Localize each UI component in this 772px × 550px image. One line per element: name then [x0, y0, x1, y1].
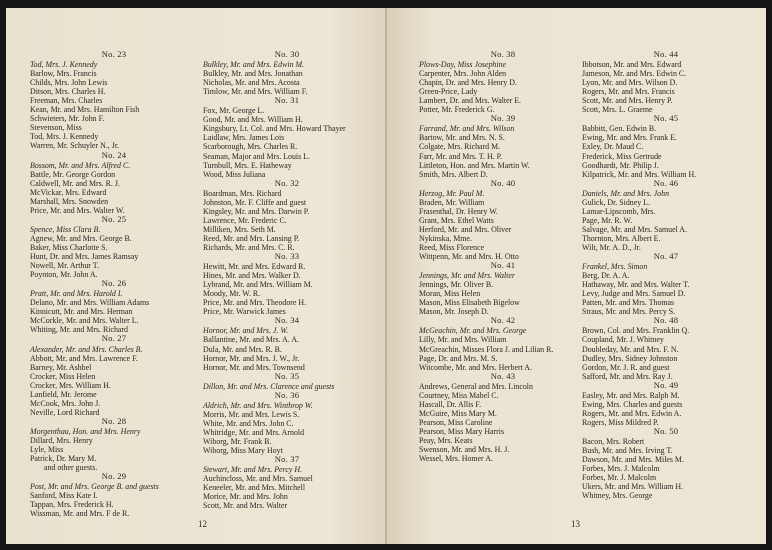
guest-name: Smith, Mrs. Albert D. [419, 169, 488, 179]
guest-name: Ewing, Mr. and Mrs. Frank E. [582, 133, 677, 143]
table-host: Plows-Day, Miss Josephine [419, 60, 507, 70]
guest-name: Patten, Mr. and Mrs. Thomas [582, 298, 675, 308]
guest-name: Nicholas, Mr. and Mrs. Acosta [203, 78, 300, 88]
table-host: Daniels, Mr. and Mrs. John [582, 188, 670, 198]
guest-name: Boardman, Mrs. Richard [203, 188, 282, 198]
guest-name: Morris, Mr. and Mrs. Lewis S. [203, 409, 300, 419]
guest-name: Lawrence, Mr. Frederic C. [203, 215, 287, 225]
guest-name: Wiborg, Miss Mary Hoyt [203, 446, 283, 456]
table-number: No. 47 [653, 251, 679, 262]
table-group [419, 316, 587, 371]
guest-name: Andrews, General and Mrs. Lincoln [419, 381, 533, 391]
table-group [203, 50, 371, 96]
guest-name: Stevenson, Miss [30, 123, 82, 133]
table-host: Bossom, Mr. and Mrs. Alfred C. [30, 160, 131, 170]
table-group [203, 372, 371, 391]
page-number-right: 13 [571, 519, 580, 529]
guest-name: Gulick, Dr. Sidney L. [582, 197, 650, 207]
guest-name: Kingsbury, Lt. Col. and Mrs. Howard Thayer [203, 124, 346, 134]
table-group [203, 179, 371, 252]
table-group [582, 316, 750, 380]
guest-name: Johnston, Mr. F. Cliffe and guest [203, 197, 307, 207]
guest-name: Dillard, Mrs. Henry [30, 435, 93, 445]
table-group [30, 417, 198, 472]
table-host: Farrand, Mr. and Mrs. Wilson [419, 124, 515, 134]
guest-name: Reed, Mr. and Mrs. Lansing P. [203, 233, 300, 243]
guest-name: Bartow, Mr. and Mrs. N. S. [419, 133, 505, 143]
table-group [582, 252, 750, 316]
guest-name: McGuire, Miss Mary M. [419, 408, 497, 418]
table-group [582, 50, 750, 114]
guest-name: Moody, Mr. W. R. [203, 289, 261, 299]
guest-name: Courtney, Miss Mabel C. [419, 390, 499, 400]
guest-name: Page, Mr. R. W. [582, 215, 633, 225]
guest-name: Wiborg, Mr. Frank B. [203, 436, 272, 446]
table-host: Pratt, Mr. and Mrs. Harold I. [30, 289, 123, 299]
guest-name: Goodhardt, Mr. Philip J. [582, 160, 659, 170]
guest-name: Dawson, Mr. and Mrs. Miles M. [582, 455, 684, 465]
guest-name: Hascall, Dr. Allis F. [419, 399, 482, 409]
guest-name: Grant, Mrs. Ethel Watts [419, 215, 494, 225]
table-group [30, 334, 198, 416]
table-number: No. 33 [274, 251, 300, 262]
right-page-column-1 [419, 50, 587, 463]
guest-name: Whiting, Mr. and Mrs. Richard [30, 325, 128, 335]
table-group [419, 114, 587, 178]
left-page-column-1 [30, 50, 198, 518]
guest-name: Ukers, Mr. and Mrs. William H. [582, 482, 684, 492]
guest-name: Page, Dr. and Mrs. M. S. [419, 353, 498, 363]
guest-name: Battle, Mr. George Gordon [30, 169, 116, 179]
guest-name: Patrick, Dr. Mary M. [30, 454, 97, 464]
table-host: Jennings, Mr. and Mrs. Walter [419, 271, 515, 281]
guest-name: Rogers, Miss Mildred P. [582, 417, 659, 427]
guest-name: Marshall, Mrs. Snowden [30, 196, 109, 206]
guest-name: Reed, Miss Florence [419, 242, 485, 252]
guest-name: Moran, Miss Helen [419, 289, 481, 299]
guest-name: Fox, Mr. George L. [203, 106, 265, 116]
guest-name: Pearson, Miss Mary Harris [419, 426, 505, 436]
guest-name: Braden, Mr. William [419, 197, 485, 207]
table-number: No. 38 [490, 49, 516, 59]
guest-name: Ibbotson, Mr. and Mrs. Edward [582, 60, 682, 70]
guest-name: Hornor, Mr. and Mrs. J. W., Jr. [203, 353, 300, 363]
guest-name: Coupland, Mr. J. Whitney [582, 335, 664, 345]
table-number: No. 43 [490, 370, 516, 381]
table-host: Stewart, Mr. and Mrs. Percy H. [203, 465, 302, 475]
guest-name: Keneeler, Mr. and Mrs. Mitchell [203, 483, 306, 493]
guest-name: Straus, Mr. and Mrs. Percy S. [582, 307, 676, 317]
table-group [30, 151, 198, 215]
table-number: No. 41 [490, 260, 516, 271]
table-number: No. 25 [101, 213, 127, 224]
table-host: Tod, Mrs. J. Kennedy [30, 60, 98, 70]
guest-name: Lambert, Dr. and Mrs. Walter E. [419, 96, 521, 106]
guest-name: Auchincloss, Mr. and Mrs. Samuel [203, 474, 313, 484]
guest-name: Green-Price, Lady [419, 87, 478, 97]
table-number: No. 40 [490, 177, 516, 188]
right-page-column-2 [582, 50, 750, 500]
guest-name: Swenson, Mr. and Mrs. H. J. [419, 445, 510, 455]
guest-name: Barlow, Mrs. Francis [30, 69, 97, 79]
guest-name: Easley, Mr. and Mrs. Ralph M. [582, 390, 680, 400]
table-number: No. 44 [653, 49, 679, 59]
table-number: No. 45 [653, 113, 679, 124]
guest-name: Brown, Col. and Mrs. Franklin Q. [582, 326, 690, 336]
table-group [30, 279, 198, 334]
guest-name: Wood, Miss Juliana [203, 169, 266, 179]
guest-name: Exley, Dr. Maud C. [582, 142, 644, 152]
table-number: No. 31 [274, 95, 300, 106]
guest-name: Levy, Judge and Mrs. Samuel D. [582, 289, 686, 299]
guest-name: Warren, Mr. Schuyler N., Jr. [30, 141, 119, 151]
guest-name: Forbes, Mr. J. Malcolm [582, 473, 657, 483]
table-host: Frankel, Mrs. Simon [582, 262, 648, 272]
guest-name: Hunt, Dr. and Mrs. James Ramsay [30, 252, 139, 262]
table-group [419, 50, 587, 114]
table-number: No. 26 [101, 278, 127, 289]
guest-name: Lilly, Mr. and Mrs. William [419, 335, 507, 345]
guest-name: Lyon, Mr. and Mrs. Wilson D. [582, 78, 678, 88]
guest-name: Turnbull, Mrs. E. Hatheway [203, 160, 292, 170]
guest-name: Peay, Mrs. Keats [419, 435, 473, 445]
table-group [30, 215, 198, 279]
guest-name: McCorkle, Mr. and Mrs. Walter L. [30, 316, 139, 326]
table-group [203, 455, 371, 510]
table-group [582, 114, 750, 178]
guest-name: Littleton, Hon. and Mrs. Martin W. [419, 160, 530, 170]
guest-name: Herford, Mr. and Mrs. Oliver [419, 224, 512, 234]
guest-name: Good, Mr. and Mrs. William H. [203, 115, 303, 125]
guest-name: Delano, Mr. and Mrs. William Adams [30, 298, 150, 308]
table-host: Alexander, Mr. and Mrs. Charles B. [30, 344, 143, 354]
guest-name: Crocker, Miss Helen [30, 371, 96, 381]
guest-name: Witcombe, Mr. and Mrs. Herbert A. [419, 362, 532, 372]
guest-name: Scott, Mr. and Mrs. Walter [203, 501, 288, 511]
guest-name: Mason, Miss Elisabeth Bigelow [419, 298, 520, 308]
guest-name: Ewing, Mrs. Charles and guests [582, 399, 683, 409]
guest-name: Baker, Miss Charlotte S. [30, 242, 108, 252]
guest-name: Lanfield, Mr. Jerome [30, 389, 97, 399]
guest-name: Farr, Mr. and Mrs. T. H. P. [419, 151, 503, 161]
table-number: No. 29 [101, 471, 127, 482]
right-page [387, 8, 766, 544]
guest-name: Dula, Mr. and Mrs. R. B. [203, 344, 282, 354]
guest-name: Hewitt, Mr. and Mrs. Edward R. [203, 262, 306, 272]
guest-name: Seaman, Major and Mrs. Louis L. [203, 151, 310, 161]
guest-name: Nykinska, Mme. [419, 233, 472, 243]
guest-name: Crocker, Mrs. William H. [30, 380, 111, 390]
guest-name: Milliken, Mrs. Seth M. [203, 224, 276, 234]
guest-name: Price, Mr. Warwick James [203, 307, 286, 317]
table-host: Herzog, Mr. Paul M. [419, 188, 485, 198]
guest-name: Kilpatrick, Mr. and Mrs. William H. [582, 169, 697, 179]
table-group [582, 179, 750, 252]
guest-name: Scarborough, Mrs. Charles R. [203, 142, 298, 152]
page-number-left: 12 [198, 519, 207, 529]
guest-name: Wissman, Mr. and Mrs. F de R. [30, 509, 130, 519]
guest-name: Agnew, Mr. and Mrs. George B. [30, 233, 132, 243]
left-page-column-2 [203, 50, 371, 510]
guest-name: Wessel, Mrs. Homer A. [419, 454, 493, 464]
table-note: and other guests. [44, 463, 98, 473]
guest-name: Bulkley, Mr. and Mrs. Jonathan [203, 69, 303, 79]
guest-name: Lyle, Miss [30, 445, 64, 455]
guest-name: Richards, Mr. and Mrs. C. R. [203, 242, 295, 252]
table-group [203, 96, 371, 178]
guest-name: Safford, Mr. and Mrs. Ray J. [582, 371, 673, 381]
table-host: Post, Mr. and Mrs. George B. and guests [30, 482, 159, 492]
table-number: No. 48 [653, 315, 679, 326]
guest-name: Price, Mr. and Mrs. Theodore H. [203, 298, 307, 308]
guest-name: Freeman, Mrs. Charles [30, 96, 103, 106]
table-number: No. 32 [274, 177, 300, 188]
table-number: No. 36 [274, 389, 300, 400]
guest-name: Frederick, Miss Gertrude [582, 151, 662, 161]
guest-name: Berg, Dr. A. A. [582, 271, 630, 281]
guest-name: Barney, Mr. Ashbel [30, 362, 92, 372]
guest-name: Ditson, Mrs. Charles H. [30, 87, 106, 97]
table-group [582, 381, 750, 427]
table-group [30, 50, 198, 151]
table-group [203, 391, 371, 455]
guest-name: Carpenter, Mrs. John Alden [419, 69, 507, 79]
table-group [30, 472, 198, 518]
guest-name: Babbitt, Gen. Edwin B. [582, 124, 657, 134]
table-group [419, 372, 587, 463]
guest-name: Poynton, Mr. John A. [30, 270, 98, 280]
guest-name: Caldwell, Mr. and Mrs. R. J. [30, 178, 120, 188]
guest-name: Childs, Mrs. John Lewis [30, 78, 108, 88]
guest-name: Schwieters, Mr. John F. [30, 114, 105, 124]
guest-name: McCook, Mrs. John J. [30, 398, 101, 408]
table-number: No. 50 [653, 425, 679, 436]
table-host: Spence, Miss Clara B. [30, 224, 101, 234]
table-number: No. 24 [101, 149, 127, 160]
table-group [203, 316, 371, 371]
guest-name: Thornton, Mrs. Albert E. [582, 233, 661, 243]
left-page [6, 8, 386, 544]
guest-name: Scott, Mrs. L. Graeme [582, 105, 653, 115]
guest-name: White, Mr. and Mrs. John C. [203, 418, 294, 428]
table-number: No. 37 [274, 454, 300, 465]
table-group [203, 252, 371, 316]
guest-name: Ballantine, Mr. and Mrs. A. A. [203, 335, 299, 345]
table-number: No. 27 [101, 333, 127, 344]
table-number: No. 34 [274, 315, 300, 326]
guest-name: Whitney, Mrs. George [582, 491, 653, 501]
guest-name: Gordon, Mr. J. R. and guest [582, 362, 670, 372]
guest-name: Neville, Lord Richard [30, 407, 100, 417]
table-number: No. 42 [490, 315, 516, 326]
table-number: No. 39 [490, 113, 516, 124]
guest-name: Wilt, Mr. A. D., Jr. [582, 242, 641, 252]
guest-name: Jameson, Mr. and Mrs. Edwin C. [582, 69, 687, 79]
guest-name: Chapin, Dr. and Mrs. Henry D. [419, 78, 517, 88]
guest-name: Kean, Mr. and Mrs. Hamilton Fish [30, 105, 140, 115]
guest-name: Mason, Mr. Joseph D. [419, 307, 489, 317]
guest-name: Kinnicutt, Mr. and Mrs. Herman [30, 307, 133, 317]
table-host: Bulkley, Mr. and Mrs. Edwin M. [203, 60, 305, 70]
table-host: Aldrich, Mr. and Mrs. Winthrop W. [203, 400, 313, 410]
guest-name: Tappan, Mrs. Frederick H. [30, 500, 114, 510]
guest-name: Potter, Mr. Frederick G. [419, 105, 495, 115]
table-host: Hornor, Mr. and Mrs. J. W. [203, 326, 289, 336]
guest-name: Hines, Mr. and Mrs. Walker D. [203, 271, 301, 281]
guest-name: Dudley, Mrs. Sidney Johnston [582, 353, 678, 363]
guest-name: Hornor, Mr. and Mrs. Townsend [203, 362, 305, 372]
table-number: No. 23 [101, 49, 127, 59]
guest-name: Scott, Mr. and Mrs. Henry P. [582, 96, 673, 106]
table-number: No. 28 [101, 415, 127, 426]
guest-name: Pearson, Miss Caroline [419, 417, 493, 427]
table-number: No. 35 [274, 370, 300, 381]
guest-name: Forbes, Mrs. J. Malcolm [582, 464, 660, 474]
guest-name: McGreachin, Misses Flora J. and Lilian R. [419, 344, 554, 354]
guest-name: Hathaway, Mr. and Mrs. Walter T. [582, 280, 690, 290]
guest-name: Jennings, Mr. Oliver B. [419, 280, 494, 290]
table-number: No. 49 [653, 379, 679, 390]
guest-name: Laidlaw, Mrs. James Lois [203, 133, 285, 143]
guest-name: Salvage, Mr. and Mrs. Samuel A. [582, 224, 687, 234]
guest-name: Doubleday, Mr. and Mrs. F. N. [582, 344, 679, 354]
guest-name: Rogers, Mr. and Mrs. Francis [582, 87, 675, 97]
guest-name: Price, Mr. and Mrs. Walter W. [30, 205, 125, 215]
table-host: Morgenthau, Hon. and Mrs. Henry [30, 426, 141, 436]
guest-name: Nowell, Mr. Arthur T. [30, 261, 99, 271]
guest-name: Bush, Mr. and Mrs. Irving T. [582, 446, 673, 456]
guest-name: Colgate, Mrs. Richard M. [419, 142, 501, 152]
table-number: No. 46 [653, 177, 679, 188]
guest-name: Lamar-Lipscomb, Mrs. [582, 206, 656, 216]
table-host: McGeachin, Mr. and Mrs. George [419, 326, 527, 336]
guest-name: Whitridge, Mr. and Mrs. Arnold [203, 427, 305, 437]
guest-name: McVickar, Mrs. Edward [30, 187, 107, 197]
table-number: No. 30 [274, 49, 300, 59]
table-group [419, 261, 587, 316]
guest-name: Tod, Mrs. J. Kennedy [30, 132, 99, 142]
guest-name: Abbott, Mr. and Mrs. Lawrence F. [30, 353, 138, 363]
guest-name: Morice, Mr. and Mrs. John [203, 492, 288, 502]
table-group [419, 179, 587, 261]
guest-name: Rogers, Mr. and Mrs. Edwin A. [582, 408, 682, 418]
guest-name: Kingsley, Mr. and Mrs. Darwin P. [203, 206, 310, 216]
guest-name: Wittpenn, Mr. and Mrs. H. Otto [419, 252, 519, 262]
table-group [582, 427, 750, 500]
guest-name: Bacon, Mrs. Robert [582, 436, 645, 446]
table-host: Dillon, Mr. and Mrs. Clarence and guests [203, 381, 335, 391]
guest-name: Lybrand, Mr. and Mrs. William M. [203, 280, 313, 290]
guest-name: Frasenthal, Dr. Henry W. [419, 206, 498, 216]
guest-name: Sanford, Miss Kate I. [30, 491, 98, 501]
guest-name: Timlow, Mr. and Mrs. William F. [203, 87, 308, 97]
